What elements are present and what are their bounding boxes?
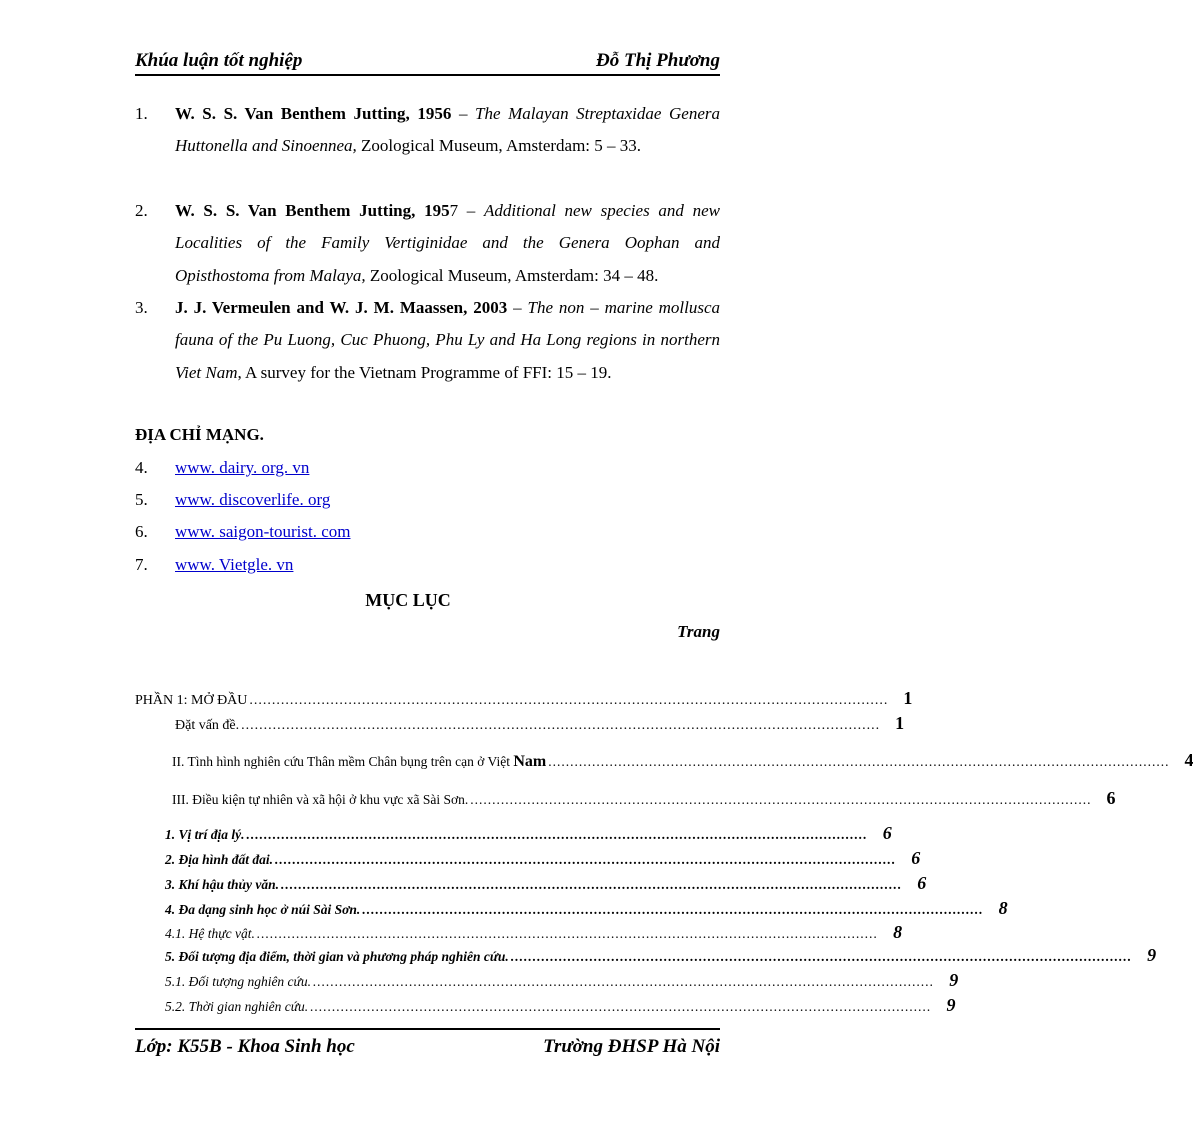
toc-entry-text: 3. Khí hậu thủy văn. [165,877,280,892]
toc-entry-page: 9 [1147,945,1157,965]
toc-entry-page: 9 [949,970,959,990]
toc-entry-text: 5.1. Đối tượng nghiên cứu. [165,974,312,989]
toc-entry-page: 8 [998,898,1008,918]
toc-entry-text: 1. Vị trí địa lý. [165,827,245,842]
toc-entry[interactable] [175,713,905,735]
reference-publisher: Zoological Museum, Amsterdam: 34 – 48. [365,265,659,285]
footer-class-label: Lớp: K55B - Khoa Sinh học [135,1036,355,1057]
toc-entry-text-emphasis: Nam [513,753,547,770]
toc-leader-dots: .............................................................................................................................................. [362,902,984,917]
link-number: 6. [135,522,148,541]
toc-entry[interactable] [135,688,913,710]
reference-number: 1. [135,104,148,123]
toc-entry-text: 2. Địa hình đất đai. [165,852,274,867]
toc-leader-dots: .............................................................................................................................................. [256,926,879,941]
link-number: 4. [135,458,148,477]
toc-entry[interactable] [165,995,956,1017]
web-link-dairy[interactable]: www. dairy. org. vn [175,458,310,477]
toc-entry-page: 8 [893,922,903,942]
toc-leader-dots: .............................................................................................................................................. [310,999,932,1014]
page-header [135,48,720,76]
toc-title: MỤC LỤC [365,590,451,610]
reference-title: Additional new species and new Localities of the Family Vertiginidae and the Genera Oophan and Opisthostoma from Malaya, [175,201,720,285]
toc-entry[interactable] [172,750,1193,772]
toc-entry[interactable] [172,788,1116,810]
reference-number: 3. [135,298,148,317]
reference-item-3 [135,292,720,389]
toc-leader-dots: .............................................................................................................................................. [313,974,935,989]
reference-publisher: , A survey for the Vietnam Programme of FFI: 15 – 19. [237,362,612,382]
web-link-saigon-tourist[interactable]: www. saigon-tourist. com [175,522,351,541]
reference-authors: J. J. Vermeulen and W. J. M. Maassen, 2003 [175,298,508,317]
reference-item-1 [135,98,720,163]
toc-entry-page: 6 [911,848,921,868]
toc-entry[interactable] [165,922,903,944]
toc-entry-text: II. Tình hình nghiên cứu Thân mềm Chân bụng trên cạn ở Việt [172,754,514,769]
page-footer [135,1028,720,1060]
toc-leader-dots: .............................................................................................................................................. [246,827,868,842]
toc-entry-text: 4. Đa dạng sinh học ở núi Sài Sơn. [165,902,361,917]
web-link-discoverlife[interactable]: www. discoverlife. org [175,490,331,509]
toc-entry-page: 6 [917,873,927,893]
toc-entry-page: 6 [1106,788,1116,808]
web-link-vietgle[interactable]: www. Vietgle. vn [175,555,294,574]
toc-leader-dots: .............................................................................................................................................. [548,754,1170,769]
toc-leader-dots: .............................................................................................................................................. [510,949,1133,964]
toc-entry-text: PHẦN 1: MỞ ĐẦU [135,693,248,708]
toc-entry[interactable] [165,873,927,895]
reference-separator: – [458,201,485,220]
reference-item-2 [135,195,720,292]
toc-entry-page: 1 [903,688,913,708]
toc-entry-text: 5.2. Thời gian nghiên cứu. [165,999,309,1014]
reference-authors: W. S. S. Van Benthem Jutting, 1956 [175,104,452,123]
reference-number: 2. [135,201,148,220]
toc-leader-dots: .............................................................................................................................................. [249,693,889,708]
toc-entry-text: III. Điều kiện tự nhiên và xã hội ở khu vực xã Sài Sơn. [172,792,469,807]
toc-page-label: Trang [677,622,720,641]
header-author: Đỗ Thị Phương [596,50,720,71]
toc-entry-page: 1 [895,713,905,733]
toc-entry[interactable] [165,945,1157,967]
link-number: 7. [135,555,148,574]
reference-title: The non – marine mollusca fauna of the Pu Luong, Cuc Phuong, Phu Ly and Ha Long regions in northern Viet Nam [175,298,721,382]
toc-entry[interactable] [165,970,959,992]
toc-entry-text: Đặt vấn đề. [175,718,240,733]
reference-authors-year-digit: 7 [449,201,459,220]
toc-entry-text: 5. Đối tượng địa điểm, thời gian và phương pháp nghiên cứu. [165,949,509,964]
toc-leader-dots: .............................................................................................................................................. [275,852,897,867]
header-thesis-label: Khúa luận tốt nghiệp [135,50,303,71]
toc-entry-text: 4.1. Hệ thực vật. [165,926,255,941]
toc-entry[interactable] [165,823,892,845]
footer-university: Trường ĐHSP Hà Nội [543,1036,720,1057]
link-number: 5. [135,490,148,509]
reference-publisher: Zoological Museum, Amsterdam: 5 – 33. [356,136,642,156]
toc-leader-dots: .............................................................................................................................................. [281,877,903,892]
reference-separator: – [507,298,528,317]
toc-entry[interactable] [165,848,921,870]
reference-title: The Malayan Streptaxidae Genera Huttonella and Sinoennea, [175,104,721,156]
toc-leader-dots: .............................................................................................................................................. [470,792,1092,807]
toc-entry[interactable] [165,898,1008,920]
reference-separator: – [451,104,476,123]
toc-entry-page: 4 [1184,750,1193,770]
reference-authors: W. S. S. Van Benthem Jutting, 195 [175,201,450,220]
web-addresses-heading: ĐỊA CHỈ MẠNG. [135,425,264,444]
toc-entry-page: 9 [946,995,956,1015]
toc-entry-page: 6 [882,823,892,843]
toc-leader-dots: .............................................................................................................................................. [241,718,881,733]
